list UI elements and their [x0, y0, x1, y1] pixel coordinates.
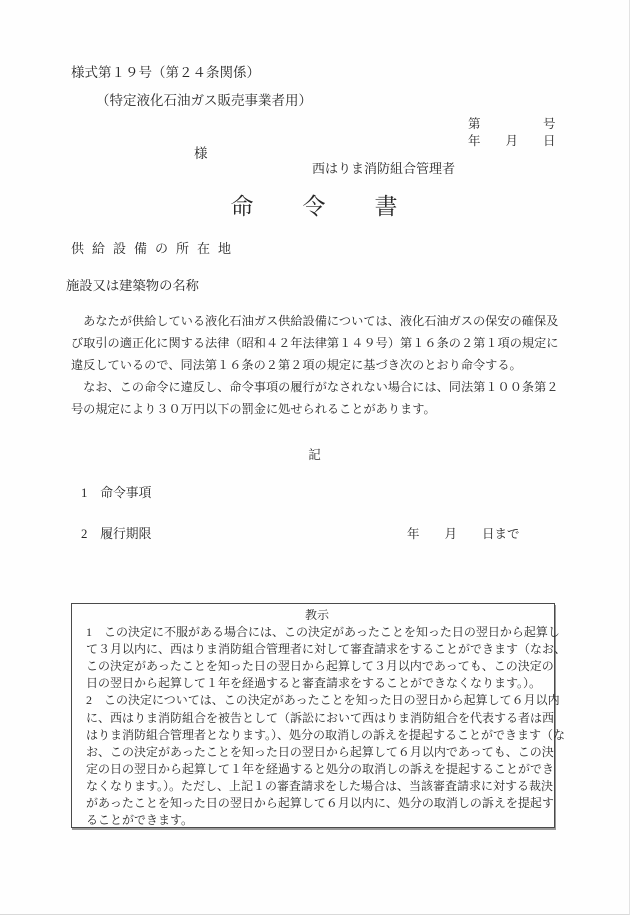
order-item-2-label: 2 履行期限 — [81, 527, 152, 541]
deadline-date-blank: 年 月 日まで — [407, 527, 520, 541]
notice-line: 2 この決定については、この決定があったことを知った日の翌日から起算して６月以内 — [86, 693, 560, 708]
notice-line: 1 この決定に不服がある場合には、この決定があったことを知った日の翌日から起算し — [86, 625, 560, 640]
notice-line: があったことを知った日の翌日から起算して６月以内に、処分の取消しの訴えを提起す — [86, 796, 554, 811]
addressee-sama: 様 — [194, 146, 208, 161]
notice-line: 日の翌日から起算して１年を経過すると審査請求をすることができなくなります。）。 — [86, 676, 542, 691]
notice-line: この決定があったことを知った日の翌日から起算して３月以内であっても、この決定の — [86, 659, 554, 674]
notice-box — [71, 603, 567, 828]
supply-location-label: 供給設備の所在地 — [71, 241, 240, 256]
body-line: なお、この命令に違反し、命令事項の履行がなされない場合には、同法第１００条第２ — [71, 380, 559, 394]
body-text — [71, 310, 559, 420]
notice-title: 教示 — [304, 608, 329, 622]
body-line: 号の規定により３０万円以下の罰金に処せられることがあります。 — [71, 402, 436, 416]
notice-line: 定の日の翌日から起算して１年を経過すると処分の取消しの訴えを提起することができ — [86, 761, 555, 776]
notice-line: はりま消防組合管理者となります。）、処分の取消しの訴えを提起することができます（な — [86, 727, 566, 742]
order-item-1-label: 1 命令事項 — [81, 486, 152, 500]
ki-separator: 記 — [308, 448, 321, 462]
document-number-blank: 第 号 — [468, 117, 556, 131]
notice-line: て３月以内に、西はりま消防組合管理者に対して審査請求をすることができます（なお、 — [86, 642, 567, 657]
notice-line: に、西はりま消防組合を被告として（訴訟において西はりま消防組合を代表する者は西 — [86, 710, 555, 725]
body-line: 違反しているので、同法第１６条の２第２項の規定に基づき次のとおり命令する。 — [71, 358, 522, 372]
body-line: び取引の適正化に関する法律（昭和４２年法律第１４９号）第１６条の２第１項の規定に — [71, 336, 559, 350]
form-usage-note: （特定液化石油ガス販売事業者用） — [96, 93, 312, 108]
issue-date-blank: 年 月 日 — [468, 134, 556, 148]
document-title: 命 令 書 — [230, 194, 399, 219]
body-line: あなたが供給している液化石油ガス供給設備については、液化石油ガスの保安の確保及 — [71, 314, 559, 328]
issuer-name: 西はりま消防組合管理者 — [312, 161, 456, 176]
notice-line: なくなります。）。ただし、上記１の審査請求をした場合は、当該審査請求に対する裁決 — [86, 778, 554, 793]
notice-line: お、この決定があったことを知った日の翌日から起算して６月以内であっても、この決 — [86, 744, 554, 759]
notice-line: ることができます。 — [86, 813, 194, 828]
form-number: 様式第１９号（第２４条関係） — [71, 65, 260, 80]
facility-name-label: 施設又は建築物の名称 — [66, 278, 199, 293]
